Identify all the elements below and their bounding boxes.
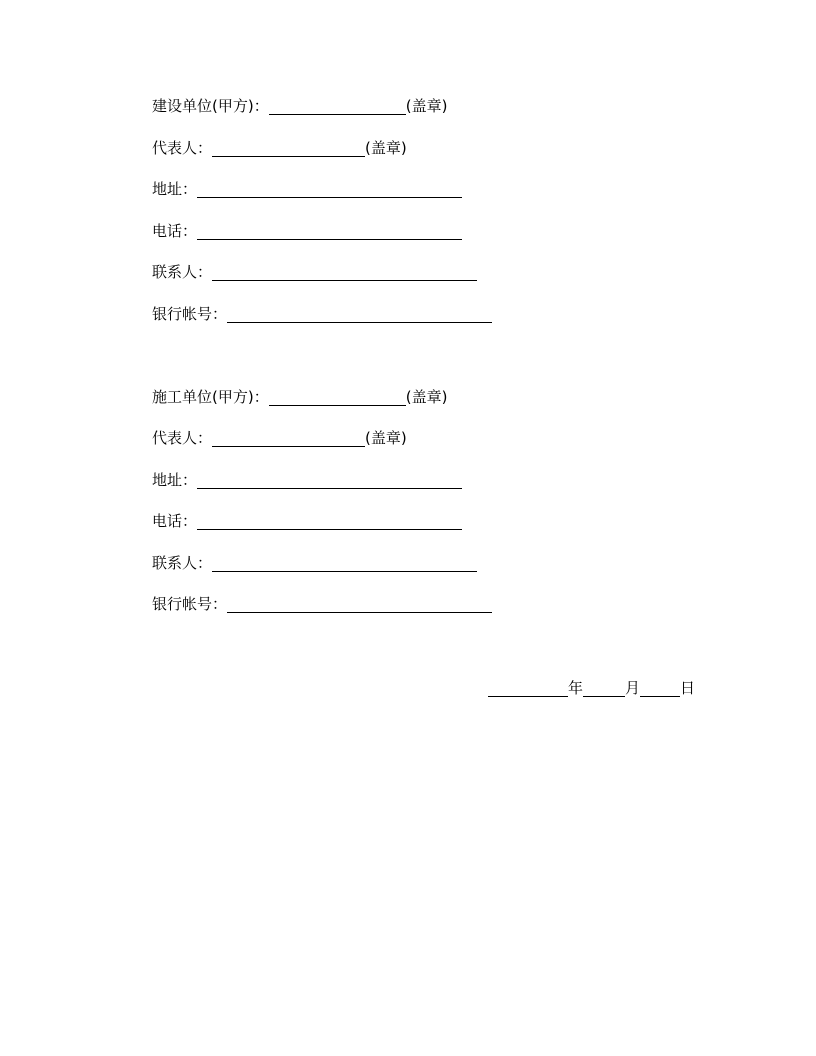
party-b-phone-blank[interactable] [197, 511, 462, 530]
party-a-rep-row [152, 137, 407, 159]
party-b-bank-blank[interactable] [227, 594, 492, 613]
party-a-rep-label: 代表人： [152, 139, 213, 157]
party-a-address-label: 地址： [152, 180, 198, 198]
party-b-rep-label: 代表人： [152, 429, 213, 447]
party-b-contact-blank[interactable] [212, 553, 477, 572]
party-b-contact-row [152, 552, 477, 574]
party-b-contact-label: 联系人： [152, 554, 213, 572]
party-b-address-label: 地址： [152, 471, 198, 489]
party-b-phone-label: 电话： [152, 512, 198, 530]
party-a-rep-blank[interactable] [212, 138, 365, 157]
party-b-phone-row [152, 510, 462, 532]
party-b-address-row [152, 469, 462, 491]
day-label: 日 [680, 679, 696, 697]
party-a-phone-label: 电话： [152, 222, 198, 240]
year-blank[interactable] [488, 678, 568, 697]
year-label: 年 [568, 679, 584, 697]
party-a-address-row [152, 178, 462, 200]
party-a-address-blank[interactable] [197, 179, 462, 198]
party-a-contact-blank[interactable] [212, 262, 477, 281]
party-b-bank-row [152, 593, 492, 615]
day-blank[interactable] [640, 678, 680, 697]
month-label: 月 [625, 679, 641, 697]
party-b-rep-row [152, 427, 407, 449]
party-b-rep-blank[interactable] [212, 428, 365, 447]
party-a-contact-row [152, 261, 477, 283]
party-a-unit-label: 建设单位(甲方)： [152, 97, 269, 115]
party-b-bank-label: 银行帐号： [152, 595, 228, 613]
party-b-rep-seal-note: (盖章) [365, 429, 407, 447]
month-blank[interactable] [583, 678, 625, 697]
signing-date-row [488, 677, 695, 699]
party-b-unit-label: 施工单位(甲方)： [152, 388, 269, 406]
party-a-bank-blank[interactable] [227, 304, 492, 323]
party-a-contact-label: 联系人： [152, 263, 213, 281]
party-a-unit-blank[interactable] [269, 96, 406, 115]
party-a-bank-label: 银行帐号： [152, 305, 228, 323]
party-a-phone-blank[interactable] [197, 221, 462, 240]
party-a-phone-row [152, 220, 462, 242]
party-b-address-blank[interactable] [197, 470, 462, 489]
party-b-unit-row [152, 386, 447, 408]
party-a-unit-row [152, 95, 447, 117]
party-a-rep-seal-note: (盖章) [365, 139, 407, 157]
party-b-unit-blank[interactable] [269, 387, 406, 406]
party-a-bank-row [152, 303, 492, 325]
party-b-unit-seal-note: (盖章) [405, 388, 448, 406]
party-a-unit-seal-note: (盖章) [405, 97, 448, 115]
